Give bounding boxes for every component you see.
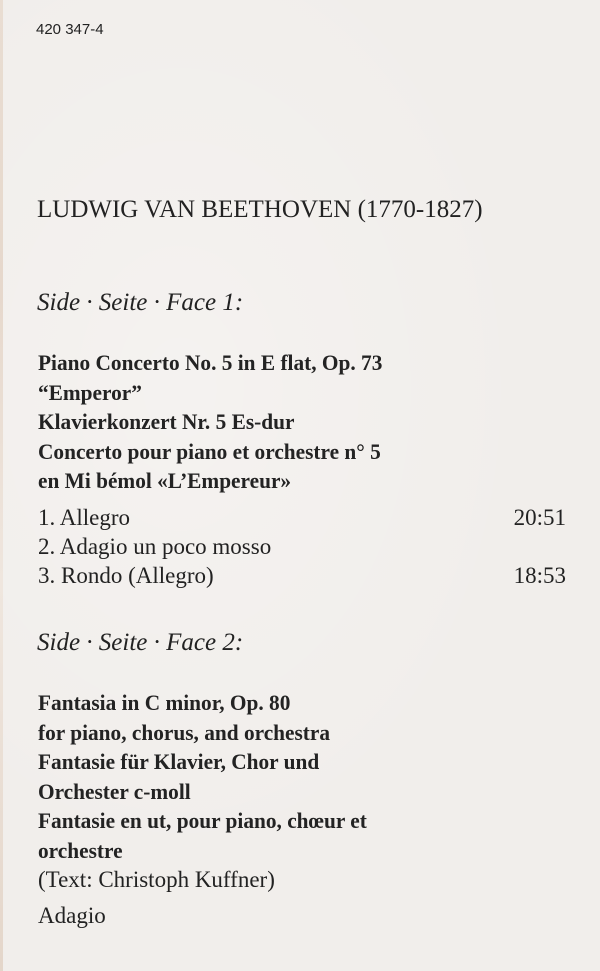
- tempo-marking: Adagio: [38, 903, 106, 928]
- work-title-line: orchestre: [38, 837, 123, 863]
- track-row: [38, 561, 566, 590]
- track-row: [38, 503, 566, 532]
- side-2-work-title: [38, 688, 367, 865]
- track-label: 3. Rondo (Allegro): [38, 563, 214, 588]
- track-duration: 18:53: [513, 563, 566, 588]
- track-duration: 20:51: [513, 505, 566, 530]
- composer-heading: LUDWIG VAN BEETHOVEN (1770-1827): [37, 196, 483, 223]
- catalog-number: 420 347-4: [36, 21, 104, 38]
- work-title-line: Klavierkonzert Nr. 5 Es-dur: [38, 409, 295, 434]
- work-title-line: en Mi bémol «L’Empereur»: [38, 468, 292, 493]
- work-title-line: Concerto pour piano et orchestre n° 5: [38, 438, 381, 464]
- work-title-line: Fantasie für Klavier, Chor und: [38, 749, 320, 774]
- work-title-line: Orchester c-moll: [38, 778, 191, 804]
- side-1-work-title: [38, 348, 382, 496]
- work-title-line: “Emperor”: [38, 379, 142, 405]
- text-credit: (Text: Christoph Kuffner): [38, 867, 275, 892]
- track-row: [38, 532, 566, 561]
- work-title-line: Fantasia in C minor, Op. 80: [38, 690, 291, 715]
- side-2-heading: Side · Seite · Face 2:: [37, 629, 244, 656]
- card-edge: [0, 0, 3, 971]
- side-1-track-list: [38, 503, 566, 590]
- track-label: 1. Allegro: [38, 505, 130, 530]
- work-title-line: Piano Concerto No. 5 in E flat, Op. 73: [38, 350, 383, 375]
- side-1-heading: Side · Seite · Face 1:: [37, 289, 244, 316]
- work-title-line: Fantasie en ut, pour piano, chœur et: [38, 808, 367, 833]
- work-title-line: for piano, chorus, and orchestra: [38, 719, 331, 745]
- track-label: 2. Adagio un poco mosso: [38, 534, 272, 559]
